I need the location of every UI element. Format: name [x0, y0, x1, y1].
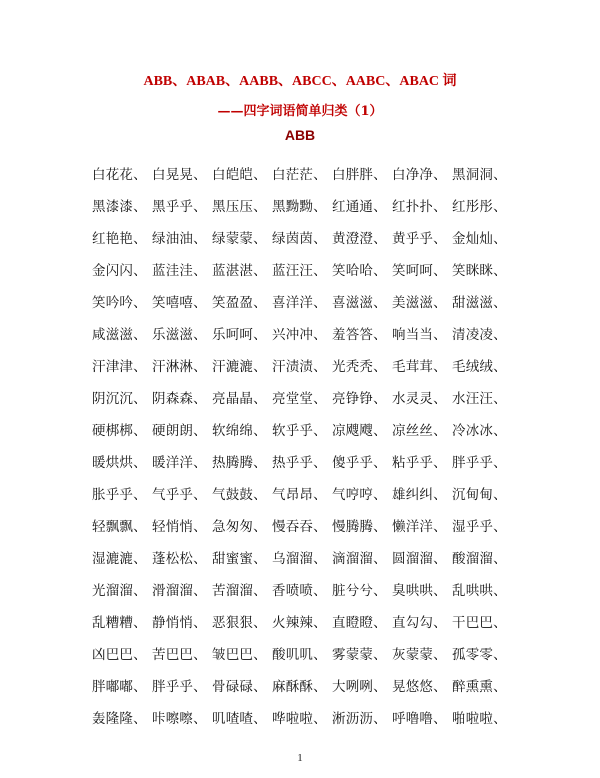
word-entry: 红扑扑、: [392, 199, 447, 215]
word-entry: 湿漉漉、: [92, 551, 147, 567]
word-entry: 热腾腾、: [212, 455, 267, 471]
word-row: [92, 541, 512, 573]
word-entry: 胖嘟嘟、: [92, 679, 147, 695]
word-entry: 白净净、: [392, 167, 447, 183]
word-entry: 骨碌碌、: [212, 679, 267, 695]
word-entry: 干巴巴、: [452, 615, 507, 631]
word-entry: 甜滋滋、: [452, 295, 507, 311]
word-entry: 湿乎乎、: [452, 519, 507, 535]
word-entry: 阴沉沉、: [92, 391, 147, 407]
word-entry: 黄乎乎、: [392, 231, 447, 247]
word-entry: 白茫茫、: [272, 167, 327, 183]
word-entry: 黑压压、: [212, 199, 267, 215]
word-row: [92, 669, 512, 701]
word-entry: 蓬松松、: [152, 551, 207, 567]
word-row: [92, 285, 512, 317]
word-entry: 粘乎乎、: [392, 455, 447, 471]
word-entry: 大咧咧、: [332, 679, 387, 695]
word-entry: 清凌凌、: [452, 327, 507, 343]
word-row: [92, 317, 512, 349]
word-row: [92, 701, 512, 733]
word-entry: 汗漉漉、: [212, 359, 267, 375]
word-entry: 酸叽叽、: [272, 647, 327, 663]
word-entry: 笑眯眯、: [452, 263, 507, 279]
word-entry: 羞答答、: [332, 327, 387, 343]
word-entry: 气鼓鼓、: [212, 487, 267, 503]
word-entry: 黑黝黝、: [272, 199, 327, 215]
word-entry: 晃悠悠、: [392, 679, 447, 695]
word-entry: 乌溜溜、: [272, 551, 327, 567]
word-entry: 笑呵呵、: [392, 263, 447, 279]
word-list: [92, 157, 512, 733]
word-entry: 气昂昂、: [272, 487, 327, 503]
word-entry: 灰蒙蒙、: [392, 647, 447, 663]
word-entry: 呼噜噜、: [392, 711, 447, 727]
word-entry: 乐呵呵、: [212, 327, 267, 343]
word-entry: 醉熏熏、: [452, 679, 507, 695]
word-entry: 麻酥酥、: [272, 679, 327, 695]
word-entry: 毛绒绒、: [452, 359, 507, 375]
word-entry: 汗淋淋、: [152, 359, 207, 375]
word-entry: 白晃晃、: [152, 167, 207, 183]
word-entry: 红艳艳、: [92, 231, 147, 247]
word-entry: 圆溜溜、: [392, 551, 447, 567]
word-row: [92, 445, 512, 477]
word-entry: 冷冰冰、: [452, 423, 507, 439]
word-entry: 黑乎乎、: [152, 199, 207, 215]
word-entry: 恶狠狠、: [212, 615, 267, 631]
word-entry: 胀乎乎、: [92, 487, 147, 503]
word-entry: 直勾勾、: [392, 615, 447, 631]
word-entry: 酸溜溜、: [452, 551, 507, 567]
word-entry: 啪啦啦、: [452, 711, 507, 727]
word-entry: 喜洋洋、: [272, 295, 327, 311]
word-entry: 咔嚓嚓、: [152, 711, 207, 727]
word-row: [92, 253, 512, 285]
word-entry: 笑吟吟、: [92, 295, 147, 311]
document-subtitle: ——四字词语简单归类（1）: [217, 104, 383, 119]
word-entry: 白胖胖、: [332, 167, 387, 183]
word-entry: 红通通、: [332, 199, 387, 215]
word-entry: 笑嘻嘻、: [152, 295, 207, 311]
word-entry: 软绵绵、: [212, 423, 267, 439]
word-entry: 光秃秃、: [332, 359, 387, 375]
word-entry: 暖烘烘、: [92, 455, 147, 471]
word-entry: 慢吞吞、: [272, 519, 327, 535]
word-entry: 哗啦啦、: [272, 711, 327, 727]
word-entry: 美滋滋、: [392, 295, 447, 311]
word-entry: 懒洋洋、: [392, 519, 447, 535]
word-entry: 毛茸茸、: [392, 359, 447, 375]
word-entry: 硬梆梆、: [92, 423, 147, 439]
word-entry: 光溜溜、: [92, 583, 147, 599]
word-entry: 滴溜溜、: [332, 551, 387, 567]
document-title: ABB、ABAB、AABB、ABCC、AABC、ABAC 词: [143, 74, 457, 89]
word-row: [92, 477, 512, 509]
word-entry: 笑哈哈、: [332, 263, 387, 279]
word-row: [92, 189, 512, 221]
word-entry: 白花花、: [92, 167, 147, 183]
word-entry: 慢腾腾、: [332, 519, 387, 535]
word-entry: 轻悄悄、: [152, 519, 207, 535]
word-entry: 阴森森、: [152, 391, 207, 407]
word-entry: 雄纠纠、: [392, 487, 447, 503]
word-entry: 叽喳喳、: [212, 711, 267, 727]
word-entry: 沉甸甸、: [452, 487, 507, 503]
word-entry: 凉丝丝、: [392, 423, 447, 439]
word-entry: 脏兮兮、: [332, 583, 387, 599]
section-heading: ABB: [284, 127, 316, 143]
word-entry: 咸滋滋、: [92, 327, 147, 343]
word-entry: 滑溜溜、: [152, 583, 207, 599]
word-entry: 苦巴巴、: [152, 647, 207, 663]
word-entry: 凶巴巴、: [92, 647, 147, 663]
word-entry: 胖乎乎、: [152, 679, 207, 695]
word-row: [92, 605, 512, 637]
word-entry: 皱巴巴、: [212, 647, 267, 663]
word-entry: 兴冲冲、: [272, 327, 327, 343]
word-entry: 汗渍渍、: [272, 359, 327, 375]
word-row: [92, 637, 512, 669]
word-entry: 臭哄哄、: [392, 583, 447, 599]
word-entry: 火辣辣、: [272, 615, 327, 631]
word-entry: 软乎乎、: [272, 423, 327, 439]
word-entry: 亮晶晶、: [212, 391, 267, 407]
word-entry: 乱糟糟、: [92, 615, 147, 631]
word-entry: 轻飘飘、: [92, 519, 147, 535]
word-entry: 绿茵茵、: [272, 231, 327, 247]
word-entry: 胖乎乎、: [452, 455, 507, 471]
word-entry: 暖洋洋、: [152, 455, 207, 471]
word-entry: 亮堂堂、: [272, 391, 327, 407]
word-entry: 硬朗朗、: [152, 423, 207, 439]
word-entry: 淅沥沥、: [332, 711, 387, 727]
word-entry: 汗津津、: [92, 359, 147, 375]
word-entry: 蓝汪汪、: [272, 263, 327, 279]
word-entry: 笑盈盈、: [212, 295, 267, 311]
word-entry: 乐滋滋、: [152, 327, 207, 343]
word-row: [92, 221, 512, 253]
word-entry: 香喷喷、: [272, 583, 327, 599]
word-row: [92, 381, 512, 413]
word-entry: 黄澄澄、: [332, 231, 387, 247]
word-entry: 金灿灿、: [452, 231, 507, 247]
word-entry: 金闪闪、: [92, 263, 147, 279]
word-entry: 孤零零、: [452, 647, 507, 663]
word-entry: 绿油油、: [152, 231, 207, 247]
word-entry: 直瞪瞪、: [332, 615, 387, 631]
word-entry: 轰隆隆、: [92, 711, 147, 727]
word-entry: 雾蒙蒙、: [332, 647, 387, 663]
word-entry: 蓝洼洼、: [152, 263, 207, 279]
word-entry: 绿蒙蒙、: [212, 231, 267, 247]
word-entry: 水灵灵、: [392, 391, 447, 407]
word-row: [92, 349, 512, 381]
word-entry: 苦溜溜、: [212, 583, 267, 599]
word-row: [92, 573, 512, 605]
word-entry: 凉飕飕、: [332, 423, 387, 439]
word-entry: 傻乎乎、: [332, 455, 387, 471]
word-row: [92, 157, 512, 189]
word-entry: 水汪汪、: [452, 391, 507, 407]
word-row: [92, 509, 512, 541]
word-entry: 黑漆漆、: [92, 199, 147, 215]
word-entry: 响当当、: [392, 327, 447, 343]
word-entry: 热乎乎、: [272, 455, 327, 471]
word-row: [92, 413, 512, 445]
word-entry: 亮铮铮、: [332, 391, 387, 407]
word-entry: 甜蜜蜜、: [212, 551, 267, 567]
word-entry: 蓝湛湛、: [212, 263, 267, 279]
word-entry: 急匆匆、: [212, 519, 267, 535]
word-entry: 气乎乎、: [152, 487, 207, 503]
word-entry: 黑洞洞、: [452, 167, 507, 183]
word-entry: 乱哄哄、: [452, 583, 507, 599]
page-number: 1: [297, 752, 303, 764]
word-entry: 喜滋滋、: [332, 295, 387, 311]
word-entry: 气哼哼、: [332, 487, 387, 503]
word-entry: 静悄悄、: [152, 615, 207, 631]
word-entry: 红彤彤、: [452, 199, 507, 215]
word-entry: 白皑皑、: [212, 167, 267, 183]
